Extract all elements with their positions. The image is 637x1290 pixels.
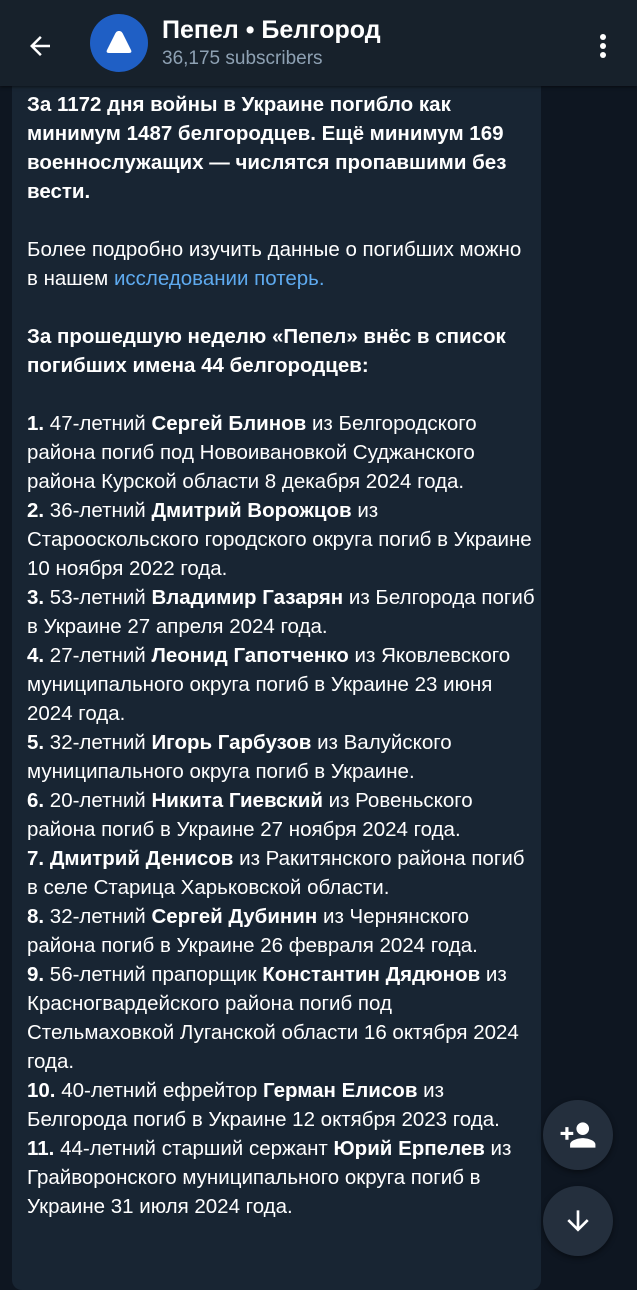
entry-prefix: 32-летний [44, 731, 152, 754]
arrow-down-icon [562, 1205, 594, 1237]
entry-number: 1. [27, 412, 45, 435]
entry-name: Герман Елисов [263, 1079, 418, 1102]
list-item [27, 583, 535, 641]
entry-number: 4. [27, 644, 45, 667]
arrow-left-icon [25, 31, 55, 61]
back-button[interactable] [18, 24, 62, 68]
entry-number: 2. [27, 499, 45, 522]
entry-details: из Ракитянского района погиб в селе Старица Харьковской области. [27, 847, 525, 899]
subscriber-count: 36,175 subscribers [162, 48, 323, 69]
entry-details: из Грайворонского муниципального округа погиб в Украине 31 июля 2024 года. [27, 1137, 512, 1218]
week-heading: За прошедшую неделю «Пепел» внёс в список погибших имена 44 белгородцев: [27, 325, 506, 377]
list-item [27, 409, 535, 496]
entry-prefix: 53-летний [44, 586, 152, 609]
entry-name: Дмитрий Денисов [49, 847, 234, 870]
entry-prefix: 47-летний [44, 412, 152, 435]
entry-details: из Белгородского района погиб под Новоивановкой Суджанского района Курской области 8 декабря 2024 года. [27, 412, 477, 493]
entry-name: Никита Гиевский [151, 789, 323, 812]
entry-details: из Старооскольского городского округа погиб в Украине 10 ноября 2022 года. [27, 499, 532, 580]
entry-number: 7. [27, 847, 45, 870]
entry-number: 3. [27, 586, 45, 609]
channel-title: Пепел • Белгород [162, 16, 381, 44]
entry-name: Игорь Гарбузов [151, 731, 312, 754]
entry-details: из Яковлевского муниципального округа погиб в Украине 23 июня 2024 года. [27, 644, 511, 725]
channel-logo-icon [104, 28, 134, 58]
list-item [27, 902, 535, 960]
entry-name: Юрий Ерпелев [333, 1137, 485, 1160]
message-text [27, 90, 535, 1221]
entry-details: из Ровеньского района погиб в Украине 27 ноября 2024 года. [27, 789, 473, 841]
entry-prefix: 56-летний прапорщик [44, 963, 263, 986]
entry-name: Сергей Дубинин [151, 905, 318, 928]
list-item [27, 786, 535, 844]
entry-prefix: 27-летний [44, 644, 152, 667]
losses-research-link[interactable]: исследовании потерь. [113, 267, 325, 290]
details-paragraph [27, 235, 535, 293]
entry-prefix: 36-летний [44, 499, 152, 522]
add-person-icon [559, 1116, 597, 1154]
channel-avatar[interactable] [90, 14, 148, 72]
list-item [27, 1076, 535, 1134]
entry-name: Владимир Газарян [151, 586, 344, 609]
entry-name: Сергей Блинов [151, 412, 307, 435]
list-item [27, 641, 535, 728]
entry-prefix: 40-летний ефрейтор [55, 1079, 263, 1102]
entry-name: Дмитрий Ворожцов [151, 499, 352, 522]
entry-details: из Белгорода погиб в Украине 12 октября 2023 года. [27, 1079, 500, 1131]
casualty-list [27, 409, 535, 1221]
list-item [27, 844, 535, 902]
entry-number: 8. [27, 905, 45, 928]
entry-prefix: 20-летний [44, 789, 152, 812]
more-menu-button[interactable] [585, 24, 621, 68]
entry-details: из Чернянского района погиб в Украине 26 февраля 2024 года. [27, 905, 478, 957]
scroll-down-button[interactable] [543, 1186, 613, 1256]
entry-number: 6. [27, 789, 45, 812]
list-item [27, 1134, 535, 1221]
entry-details: из Валуйского муниципального округа погиб в Украине. [27, 731, 452, 783]
intro-text: За 1172 дня войны в Украине погибло как минимум 1487 белгородцев. Ещё минимум 169 военнослужащих — числятся пропавшими без вести. [27, 93, 507, 203]
list-item [27, 496, 535, 583]
entry-details: из Красногвардейского района погиб под Стельмаховкой Луганской области 16 октября 2024 года. [27, 963, 519, 1073]
details-text: Более подробно изучить данные о погибших можно в нашем [27, 238, 522, 290]
entry-name: Константин Дядюнов [262, 963, 481, 986]
more-vertical-icon [599, 33, 607, 59]
list-item [27, 960, 535, 1076]
entry-prefix: 44-летний старший сержант [54, 1137, 334, 1160]
add-member-button[interactable] [543, 1100, 613, 1170]
entry-details: из Белгорода погиб в Украине 27 апреля 2024 года. [27, 586, 535, 638]
list-item [27, 728, 535, 786]
channel-info[interactable] [162, 14, 381, 72]
entry-prefix: 32-летний [44, 905, 152, 928]
entry-number: 9. [27, 963, 45, 986]
entry-number: 11. [27, 1137, 55, 1160]
entry-number: 10. [27, 1079, 56, 1102]
chat-header [0, 0, 637, 86]
entry-number: 5. [27, 731, 45, 754]
entry-name: Леонид Гапотченко [151, 644, 349, 667]
